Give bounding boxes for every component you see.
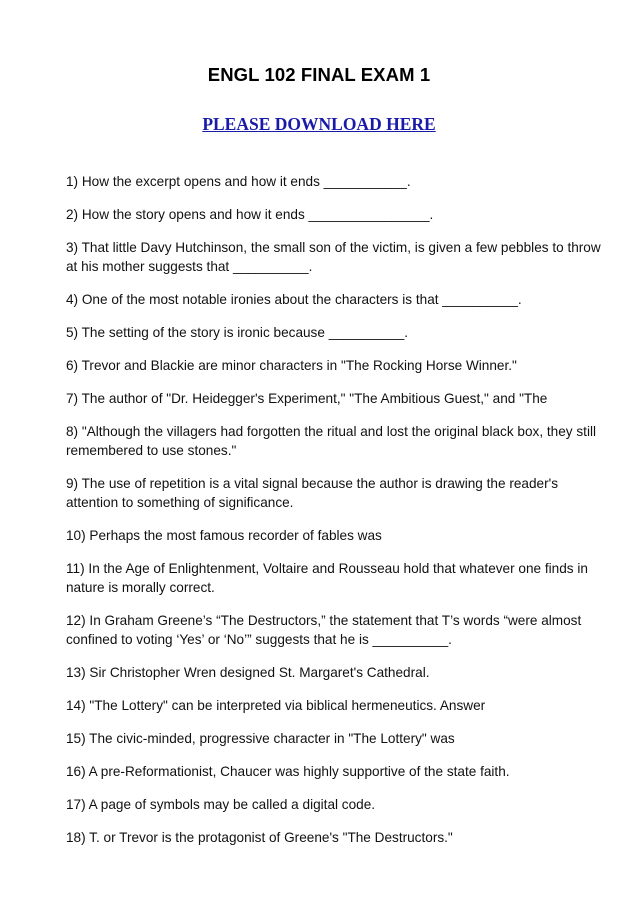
question-9: 9) The use of repetition is a vital signal because the author is drawing the reader's attention to something of significance. — [66, 476, 559, 510]
question-3: 3) That little Davy Hutchinson, the small son of the victim, is given a few pebbles to throw at his mother suggests that __________. — [66, 240, 601, 274]
page-title: ENGL 102 FINAL EXAM 1 — [207, 64, 431, 85]
question-8: 8) "Although the villagers had forgotten the ritual and lost the original black box, they still remembered to use stones." — [66, 424, 597, 458]
question-5: 5) The setting of the story is ironic because __________. — [66, 325, 409, 340]
question-16: 16) A pre-Reformationist, Chaucer was highly supportive of the state faith. — [66, 764, 510, 779]
question-list — [66, 172, 606, 861]
question-1: 1) How the excerpt opens and how it ends ___________. — [66, 174, 411, 189]
question-13: 13) Sir Christopher Wren designed St. Margaret's Cathedral. — [66, 665, 430, 680]
question-12: 12) In Graham Greene’s “The Destructors,” the statement that T’s words “were almost confined to voting ‘Yes’ or ‘No’” suggests that he is __________. — [66, 613, 582, 647]
question-10: 10) Perhaps the most famous recorder of fables was — [66, 528, 382, 543]
question-11: 11) In the Age of Enlightenment, Voltaire and Rousseau hold that whatever one finds in nature is morally correct. — [66, 561, 588, 595]
question-4: 4) One of the most notable ironies about the characters is that __________. — [66, 292, 522, 307]
download-link[interactable]: PLEASE DOWNLOAD HERE — [202, 114, 436, 134]
question-18: 18) T. or Trevor is the protagonist of Greene's "The Destructors." — [66, 830, 453, 845]
question-2: 2) How the story opens and how it ends ________________. — [66, 207, 434, 222]
question-6: 6) Trevor and Blackie are minor characters in "The Rocking Horse Winner." — [66, 358, 517, 373]
question-15: 15) The civic-minded, progressive character in "The Lottery" was — [66, 731, 455, 746]
question-14: 14) "The Lottery" can be interpreted via biblical hermeneutics. Answer — [66, 698, 486, 713]
question-7: 7) The author of "Dr. Heidegger's Experiment," "The Ambitious Guest," and "The — [66, 391, 548, 406]
question-17: 17) A page of symbols may be called a digital code. — [66, 797, 376, 812]
